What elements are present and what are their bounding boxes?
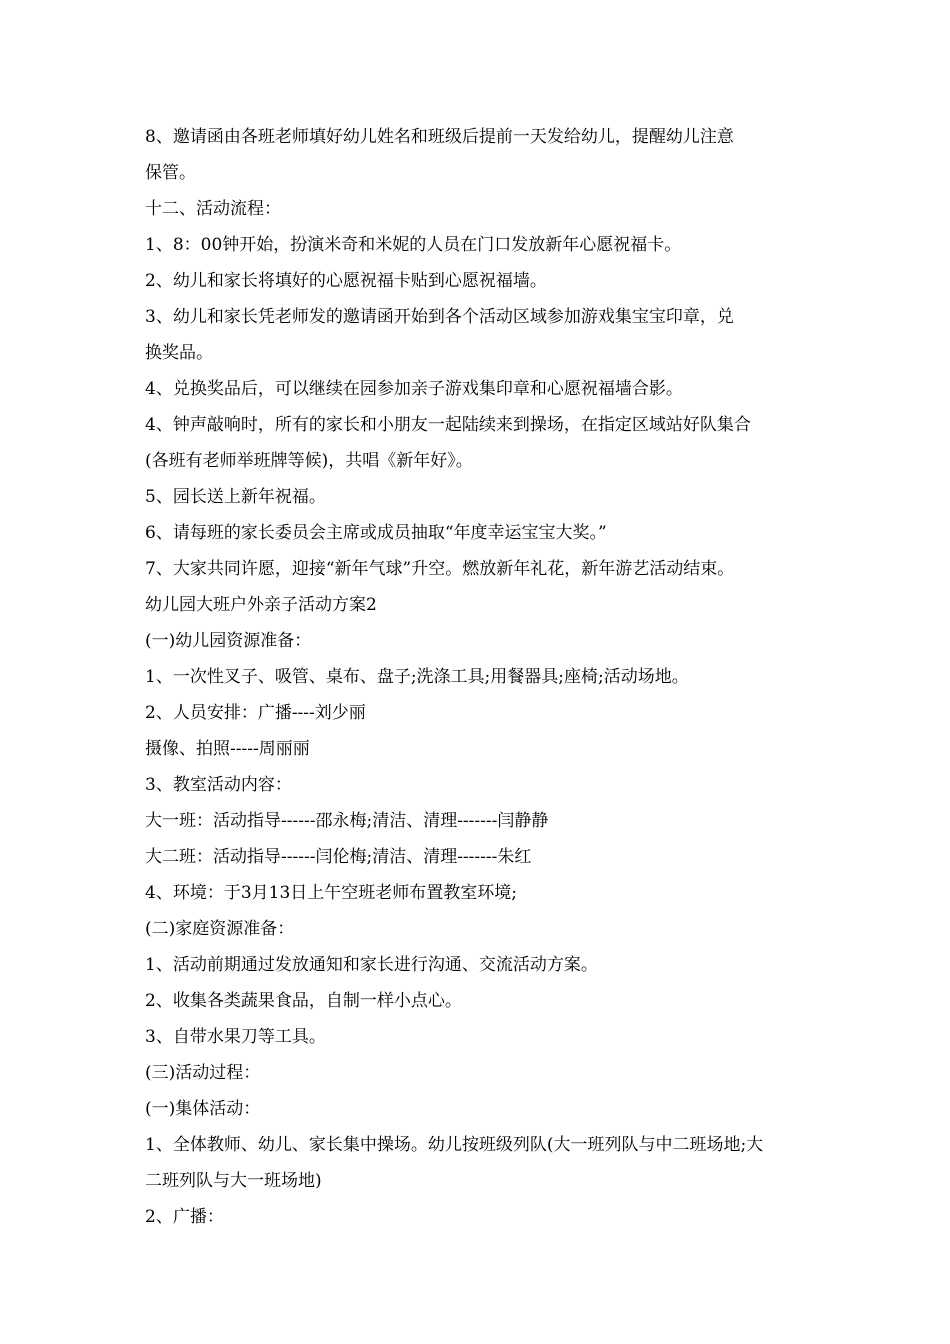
- text-line: 2、幼儿和家长将填好的心愿祝福卡贴到心愿祝福墙。: [145, 271, 547, 291]
- text-line: 5、园长送上新年祝福。: [145, 487, 326, 507]
- text-line: 二班列队与大一班场地): [145, 1171, 322, 1191]
- text-line: 1、活动前期通过发放通知和家长进行沟通、交流活动方案。: [145, 955, 598, 975]
- section-heading: (一)集体活动：: [145, 1099, 261, 1119]
- text-line: 8、邀请函由各班老师填好幼儿姓名和班级后提前一天发给幼儿，提醒幼儿注意: [145, 127, 734, 147]
- text-line: 2、人员安排：广播----刘少丽: [145, 703, 366, 723]
- text-line: 1、全体教师、幼儿、家长集中操场。幼儿按班级列队(大一班列队与中二班场地;大: [145, 1135, 764, 1155]
- section-heading: (三)活动过程：: [145, 1063, 261, 1083]
- text-line: 3、幼儿和家长凭老师发的邀请函开始到各个活动区域参加游戏集宝宝印章，兑: [145, 307, 734, 327]
- section-heading: (二)家庭资源准备：: [145, 919, 295, 939]
- section-heading: 十二、活动流程：: [145, 199, 281, 219]
- text-line: 2、收集各类蔬果食品，自制一样小点心。: [145, 991, 462, 1011]
- text-line: 摄像、拍照-----周丽丽: [145, 739, 310, 759]
- text-line: 3、教室活动内容：: [145, 775, 292, 795]
- text-line: 大二班：活动指导------闫伦梅;清洁、清理-------朱红: [145, 847, 532, 867]
- document-title: 幼儿园大班户外亲子活动方案2: [145, 595, 377, 615]
- text-line: 3、自带水果刀等工具。: [145, 1027, 326, 1047]
- text-line: 保管。: [145, 163, 196, 183]
- text-line: 2、广播：: [145, 1207, 224, 1227]
- document-body: [145, 119, 809, 1235]
- text-line: 大一班：活动指导------邵永梅;清洁、清理-------闫静静: [145, 811, 549, 831]
- text-line: 1、一次性叉子、吸管、桌布、盘子;洗涤工具;用餐器具;座椅;活动场地。: [145, 667, 689, 687]
- text-line: 4、兑换奖品后，可以继续在园参加亲子游戏集印章和心愿祝福墙合影。: [145, 379, 683, 399]
- text-line: 7、大家共同许愿，迎接“新年气球”升空。燃放新年礼花，新年游艺活动结束。: [145, 559, 735, 579]
- text-line: 4、钟声敲响时，所有的家长和小朋友一起陆续来到操场，在指定区域站好队集合: [145, 415, 751, 435]
- text-line: 1、8：00钟开始，扮演米奇和米妮的人员在门口发放新年心愿祝福卡。: [145, 235, 682, 255]
- text-line: (各班有老师举班牌等候)，共唱《新年好》。: [145, 451, 473, 471]
- text-line: 6、请每班的家长委员会主席或成员抽取“年度幸运宝宝大奖。”: [145, 523, 607, 543]
- text-line: 换奖品。: [145, 343, 213, 363]
- text-line: 4、环境：于3月13日上午空班老师布置教室环境;: [145, 883, 517, 903]
- section-heading: (一)幼儿园资源准备：: [145, 631, 312, 651]
